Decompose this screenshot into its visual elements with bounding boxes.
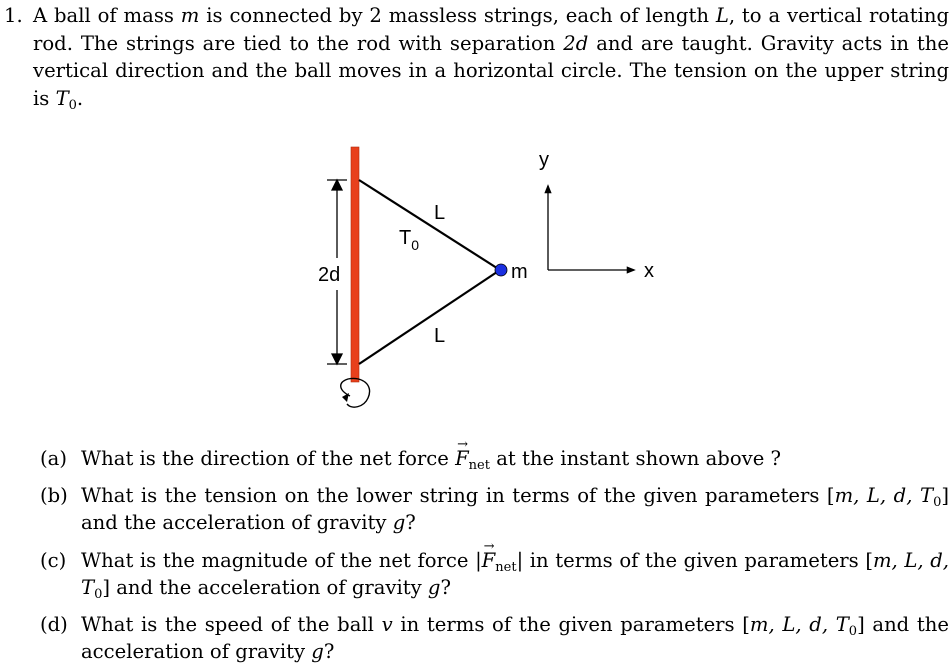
rotation-arrowhead — [342, 393, 349, 402]
upper-string — [359, 180, 500, 270]
lower-string — [359, 270, 500, 364]
tension-symbol: $T_0$ — [55, 86, 77, 113]
question-parts — [40, 445, 949, 666]
net-force-vector: → F — [455, 445, 469, 473]
y-axis-label: y — [539, 149, 549, 171]
speed-symbol: v — [381, 612, 393, 636]
separation-symbol: 2d — [563, 31, 589, 55]
separation-label: 2d — [318, 264, 341, 286]
problem-number: 1. — [4, 4, 23, 27]
lower-length-label: L — [434, 325, 446, 347]
part-d-label: (d) — [40, 612, 68, 636]
gravity-symbol: g — [311, 640, 324, 663]
rotating-rod — [351, 147, 359, 382]
mass-symbol: m — [180, 4, 200, 27]
problem-text: A ball of mass m is connected by 2 massless strings, each of length L, to a vertical rotating rod. The strings are tied to the rod with separation 2d and are taught. Gravity acts in the vertical direction and the ball moves in a horizontal circle. The tension on the upper string is $T_0$. — [33, 4, 949, 113]
part-a-label: (a) — [40, 447, 67, 470]
gravity-symbol: g — [392, 511, 406, 534]
part-b-label: (b) — [40, 483, 68, 507]
rotation-arrow-icon — [341, 378, 370, 407]
length-symbol: L — [715, 4, 729, 27]
gravity-symbol: g — [427, 576, 441, 599]
parameters: m, L, d, T — [749, 612, 849, 636]
mass-label: m — [511, 261, 528, 283]
part-d: (d) What is the speed of the ball v in terms of the given parameters [m, L, d, $T_0$] and the acceleration of gravity g? — [40, 612, 949, 663]
parameters: m, L, d, T — [81, 548, 949, 599]
part-a: (a) What is the direction of the net force → $F_{net}$ at the instant shown above ? — [40, 445, 949, 473]
ball — [495, 264, 507, 276]
part-b: (b) What is the tension on the lower string in terms of the given parameters [m, L, d, $T_0$] and the acceleration of gravity g? — [40, 483, 949, 534]
parameters: m, L, d, T — [834, 483, 934, 507]
tension-label: $T_0$ — [399, 227, 420, 253]
part-c: (c) What is the magnitude of the net force |→ $F_{net}|$ in terms of the given parameters [m, L, d, $T_0$] and the acceleration of gravity g? — [40, 547, 949, 602]
x-axis-label: x — [644, 260, 654, 282]
part-c-label: (c) — [40, 548, 67, 572]
upper-length-label: L — [434, 202, 446, 224]
net-force-vector: → F — [482, 547, 496, 575]
coordinate-axes — [548, 186, 634, 270]
